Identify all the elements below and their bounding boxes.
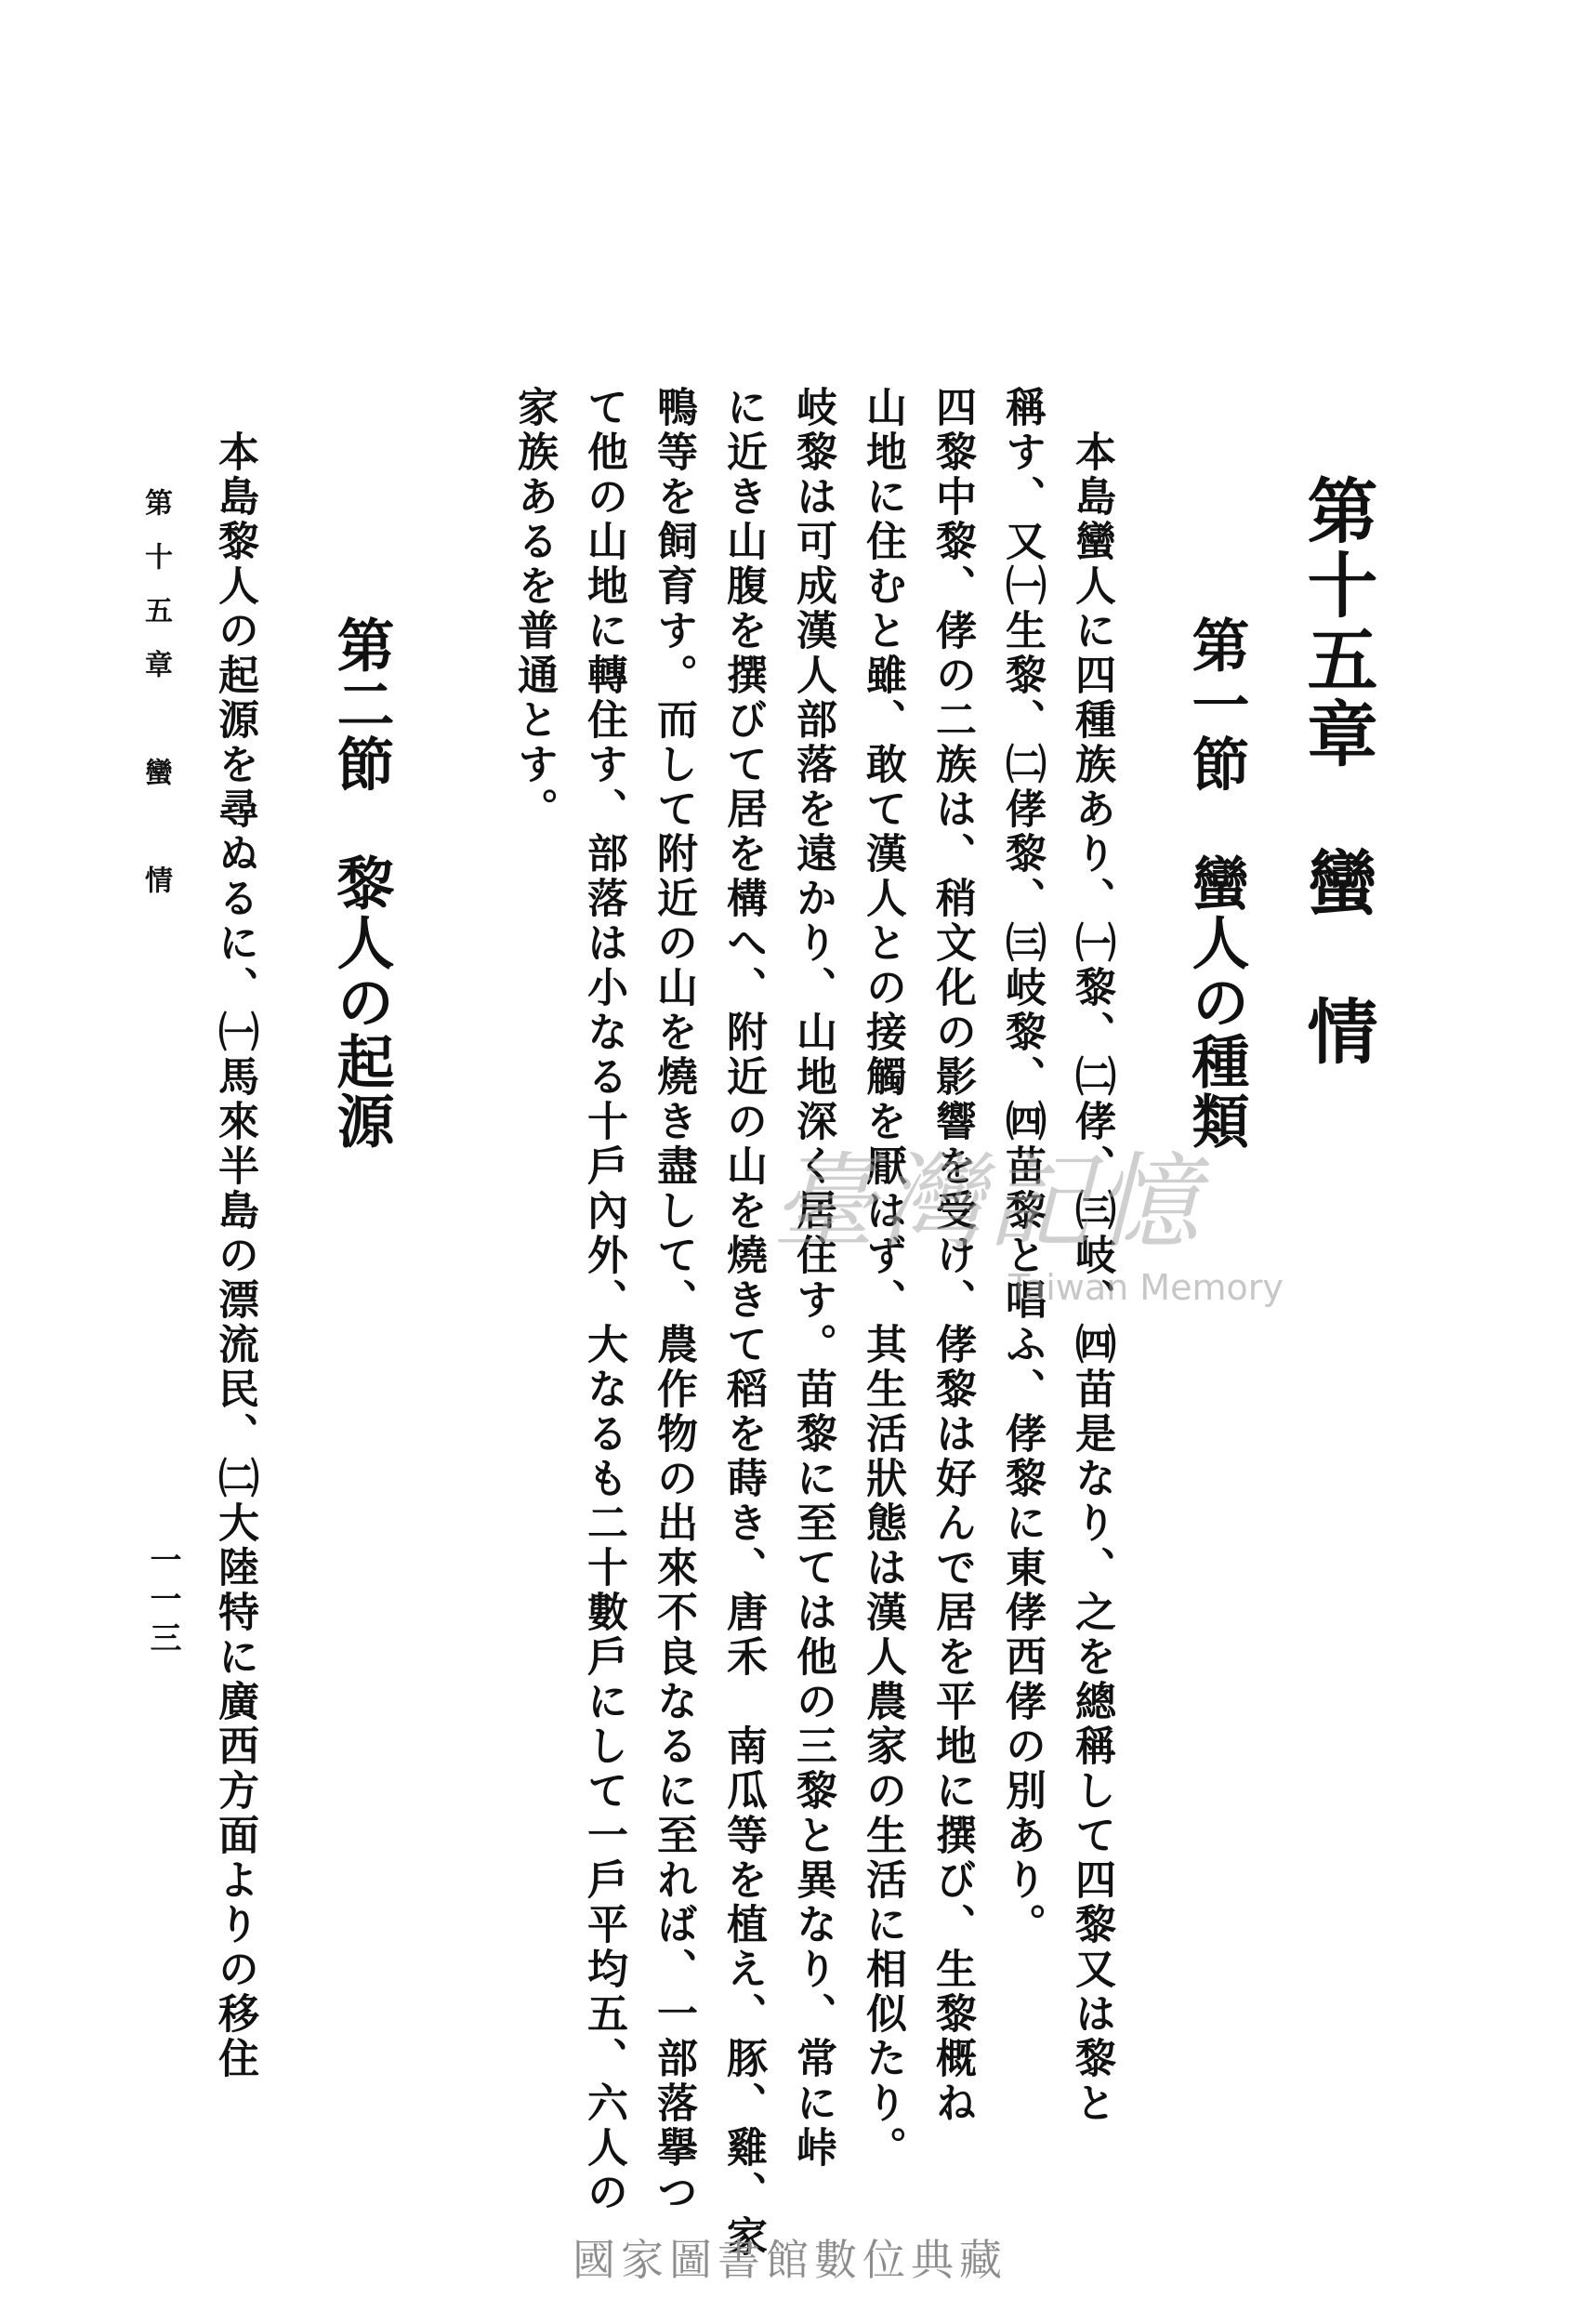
body-line: て他の山地に轉住す、部落は小なる十戶內外、大なるも二十數戶にして一戶平均五、六人の bbox=[580, 386, 627, 2215]
section-heading-1: 第一節 蠻人の種類 bbox=[1182, 615, 1250, 1151]
body-line: 本島蠻人に四種族あり、㈠黎、㈡侾、㈢岐、㈣苗是なり、之を總稱して四黎又は黎と bbox=[1068, 386, 1115, 2126]
body-line: 鴨等を飼育す。而して附近の山を燒き盡して、農作物の出來不良なるに至れば、一部落擧つ bbox=[650, 386, 697, 2215]
body-line: 山地に住むと雖、敢て漢人との接觸を厭はず、其生活狀態は漢人農家の生活に相似たり。 bbox=[859, 386, 906, 2171]
body-line: 稱す、又㈠生黎、㈡侾黎、㈢岐黎、㈣苗黎と唱ふ、侾黎に東侾西侾の別あり。 bbox=[998, 386, 1046, 1948]
page-number: 一一三 bbox=[144, 1543, 181, 1660]
watermark-english: Taiwan Memory bbox=[1008, 1267, 1284, 1308]
watermark-chinese: 臺灣記憶 bbox=[771, 1142, 1203, 1263]
section-heading-2: 第二節 黎人の起源 bbox=[327, 615, 395, 1151]
body-line: 四黎中黎、侾の二族は、稍文化の影響を受け、侾黎は好んで居を平地に撰び、生黎概ね bbox=[928, 386, 976, 2126]
body-line: 家族あるを普通とす。 bbox=[510, 386, 558, 832]
body-line: 岐黎は可成漢人部落を遠かり、山地深く居住す。苗黎に至ては他の三黎と異なり、常に峠 bbox=[789, 386, 836, 2171]
watermark-logo bbox=[771, 1142, 1284, 1318]
chapter-title: 第十五章 蠻 情 bbox=[1296, 474, 1378, 1069]
footer-credit: 國家圖書館數位典藏 bbox=[573, 2235, 1007, 2285]
body-line: 本島黎人の起源を尋ぬるに、㈠馬來半島の漂流民、㈡大陸特に廣西方面よりの移住 bbox=[211, 386, 258, 2081]
running-head: 第十五章 蠻 情 bbox=[139, 488, 172, 919]
body-line: に近き山腹を撰びて居を構へ、附近の山を燒きて稻を蒔き、唐禾 南瓜等を植え、豚、雞、家 bbox=[719, 386, 767, 2260]
